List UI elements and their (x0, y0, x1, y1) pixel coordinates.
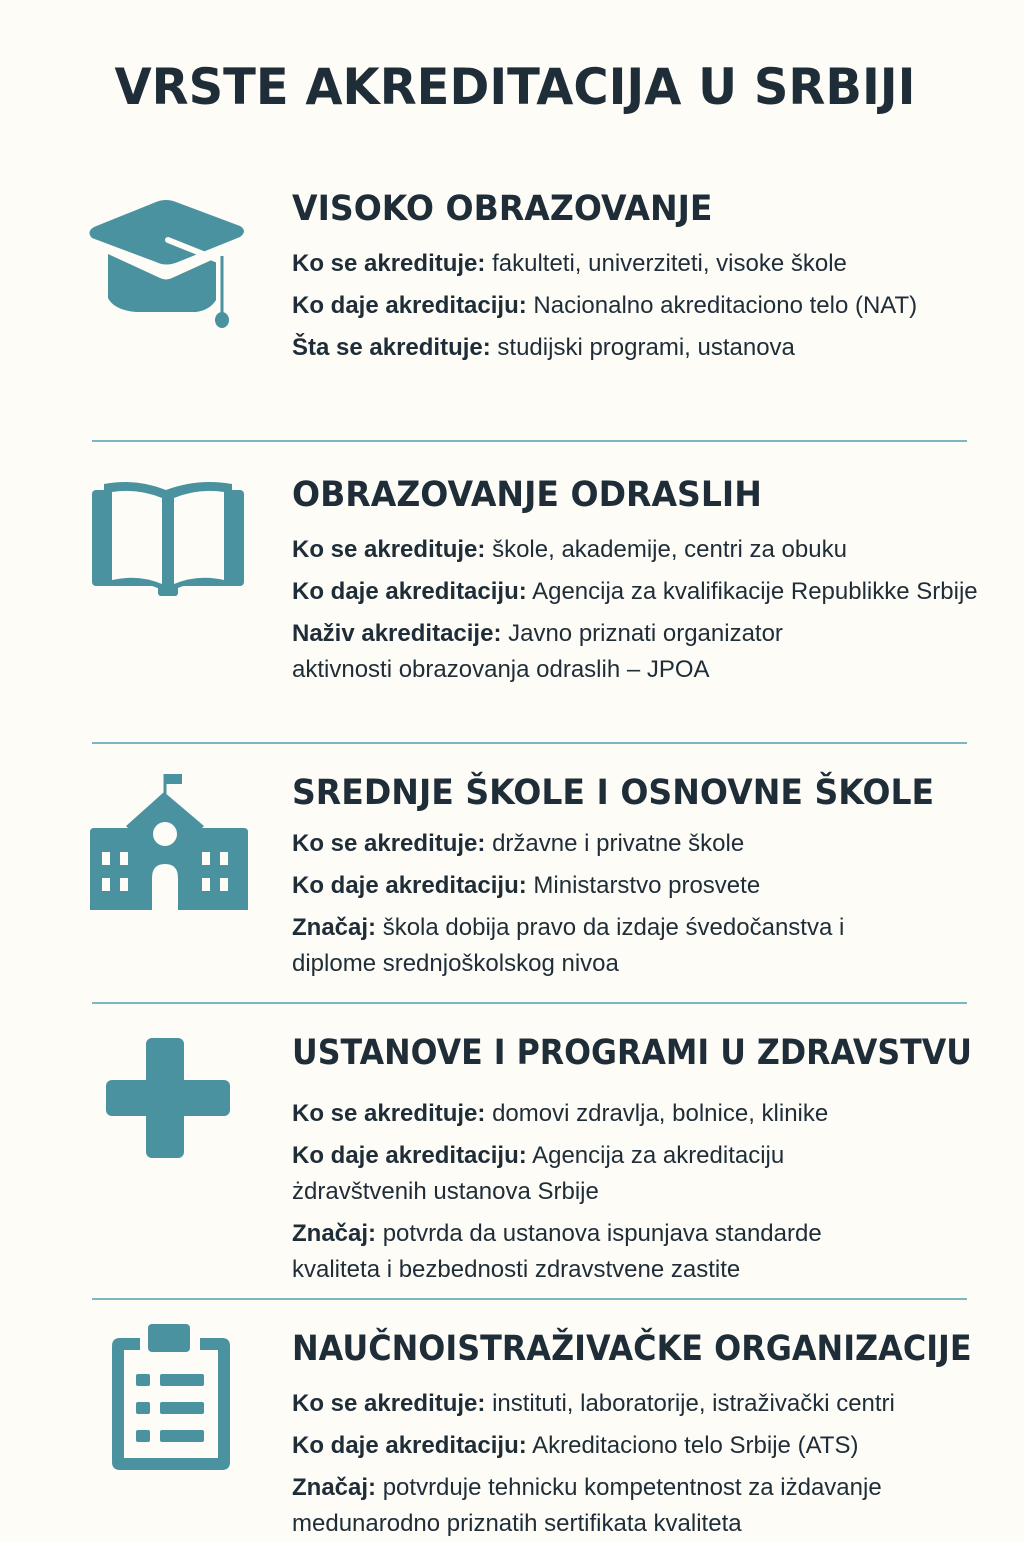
section-heading: SREDNJE ŠKOLE I OSNOVNE ŠKOLE (292, 773, 935, 813)
row-value: Agencija za akreditaciju żdravštvenih ustanova Srbije (292, 1142, 785, 1205)
row-label: Ko daje akreditaciju: (292, 1432, 527, 1459)
accreditation-name-row (292, 616, 852, 688)
divider (92, 742, 967, 744)
row-value: Ministarstvo prosvete (526, 872, 761, 899)
row-value: fakulteti, univerziteti, visoke škole (485, 250, 847, 277)
row-label: Ko daje akreditaciju: (292, 872, 527, 899)
medical-cross-icon (104, 1036, 230, 1160)
accredited-who-row (292, 826, 1012, 862)
accreditor-row (292, 1428, 1012, 1464)
row-value: potvrda da ustanova ispunjava standarde kvaliteta i bezbednosti zdravstvene zastite (292, 1220, 822, 1283)
row-label: Ko se akredituje: (292, 1100, 486, 1127)
row-value: Agencija za kvalifikacije Republikke Srbije (526, 578, 978, 605)
row-label: Ko se akredituje: (292, 536, 486, 563)
row-value: Akreditaciono telo Srbije (ATS) (526, 1432, 859, 1459)
row-value: škola dobija pravo da izdaje śvedočanstva i diplome srednjoškolskog nivoa (292, 914, 845, 977)
page-title: VRSTE AKREDITACIJA U SRBIJI (114, 58, 916, 116)
accreditor-row (292, 288, 932, 324)
row-value: državne i privatne škole (485, 830, 745, 857)
accredited-who-row (292, 1386, 1012, 1422)
row-label: Ko se akredituje: (292, 250, 486, 277)
row-value: domovi zdravlja, bolnice, klinike (485, 1100, 829, 1127)
row-label: Ko daje akreditaciju: (292, 1142, 527, 1169)
accredited-who-row (292, 532, 1012, 568)
divider (92, 1298, 967, 1300)
row-value: studijski programi, ustanova (490, 334, 795, 361)
row-value: potvrduje tehnicku kompetentnost za iżdavanje medunarodno priznatih sertifikata kvaliteta (292, 1474, 882, 1537)
accreditor-row (292, 574, 1012, 610)
accreditor-row (292, 868, 1012, 904)
row-label: Značaj: (292, 1474, 377, 1501)
significance-row (292, 1216, 902, 1288)
accredited-who-row (292, 246, 1012, 282)
section-heading: NAUČNOISTRAŽIVAČKE ORGANIZACIJE (292, 1329, 972, 1369)
row-value: Nacionalno akreditaciono telo (NAT) (526, 292, 918, 319)
row-label: Ko se akredituje: (292, 1390, 486, 1417)
row-label: Ko se akredituje: (292, 830, 486, 857)
divider (92, 440, 967, 442)
row-label: Naživ akreditacije: (292, 620, 502, 647)
accredited-who-row (292, 1096, 1012, 1132)
accreditor-row (292, 1138, 852, 1210)
row-label: Ko daje akreditaciju: (292, 292, 527, 319)
row-label: Značaj: (292, 1220, 377, 1247)
clipboard-checklist-icon (108, 1322, 234, 1472)
significance-row (292, 910, 912, 982)
accredited-what-row (292, 330, 1012, 366)
school-building-icon (86, 770, 250, 915)
row-value: škole, akademije, centri za obuku (485, 536, 847, 563)
section-heading: OBRAZOVANJE ODRASLIH (292, 475, 762, 515)
open-book-icon (86, 480, 250, 605)
row-label: Šta se akredituje: (292, 334, 491, 361)
section-heading: USTANOVE I PROGRAMI U ZDRAVSTVU (292, 1033, 972, 1073)
significance-row (292, 1470, 972, 1542)
section-heading: VISOKO OBRAZOVANJE (292, 189, 713, 229)
graduation-cap-icon (86, 190, 250, 340)
row-label: Značaj: (292, 914, 377, 941)
divider (92, 1002, 967, 1004)
row-value: Javno priznati organizator aktivnosti obrazovanja odraslih – JPOA (292, 620, 783, 683)
row-label: Ko daje akreditaciju: (292, 578, 527, 605)
row-value: instituti, laboratorije, istraživački centri (485, 1390, 895, 1417)
